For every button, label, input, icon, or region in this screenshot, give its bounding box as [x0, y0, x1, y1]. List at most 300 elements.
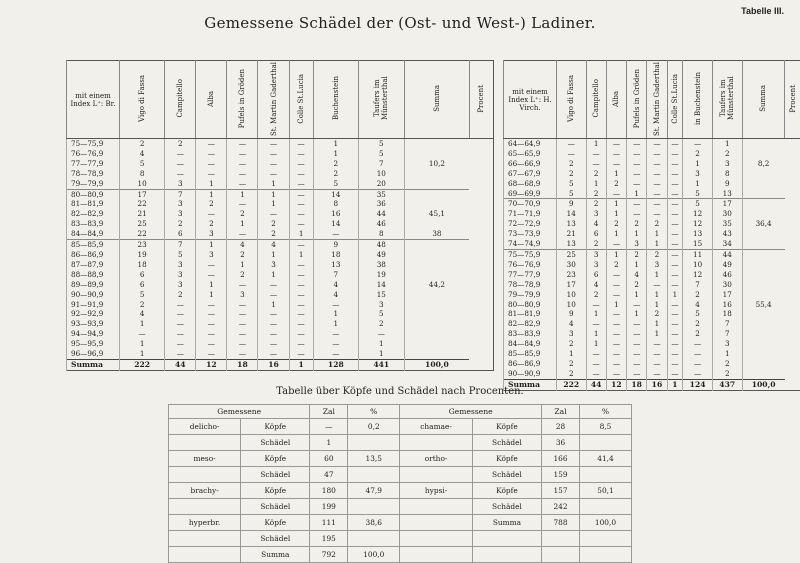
table-row [504, 359, 800, 369]
table-cell [742, 249, 785, 259]
table-row [67, 290, 494, 300]
table-cell: — [227, 300, 258, 310]
table-cell: 30 [557, 260, 587, 270]
table-cell: 5 [358, 149, 404, 159]
column-header: % [348, 405, 400, 419]
table-cell: 2 [557, 159, 587, 169]
table-cell: — [289, 309, 313, 319]
table-cell: — [606, 139, 626, 149]
table-cell [742, 290, 785, 300]
table-row [504, 319, 800, 329]
table-cell: 4 [120, 309, 165, 319]
table-cell [742, 270, 785, 280]
table-cell: 222 [120, 359, 165, 370]
table-cell: — [165, 169, 196, 179]
table-cell: 2 [627, 280, 647, 290]
table-cell: 70—70,9 [504, 199, 557, 209]
table-cell [742, 349, 785, 359]
table-cell: — [196, 300, 227, 310]
table-cell [742, 149, 785, 159]
summary-table-title: Tabelle über Köpfe und Schädel nach Procenten. [0, 386, 800, 397]
table-cell: 75—75,9 [504, 249, 557, 259]
table-cell: 28 [542, 419, 580, 435]
column-header: Taufers im Münsterthal [358, 61, 404, 139]
table-cell: — [557, 149, 587, 159]
table-cell: 1 [586, 139, 606, 149]
table-cell: 2 [683, 319, 713, 329]
table-cell: 2 [358, 319, 404, 329]
table-cell [579, 499, 631, 515]
table-cell: — [289, 339, 313, 349]
column-header: Taufers im Münsterthal [712, 61, 742, 139]
table-row [67, 300, 494, 310]
table-cell [400, 515, 473, 531]
table-cell: — [627, 339, 647, 349]
table-cell: — [289, 189, 313, 199]
table-cell: 2 [586, 199, 606, 209]
table-cell: — [627, 209, 647, 219]
table-cell: — [667, 229, 683, 239]
table-cell: 17 [712, 290, 742, 300]
table-row [504, 260, 800, 270]
table-cell: 5 [358, 139, 404, 149]
table-cell: — [683, 349, 713, 359]
table-cell: 1 [313, 139, 358, 149]
table-cell: 8 [712, 169, 742, 179]
table-cell: — [647, 339, 667, 349]
table-cell: Summa [472, 515, 541, 531]
table-cell: 1 [557, 349, 587, 359]
table-cell: 2 [196, 219, 227, 229]
table-cell: 2 [165, 290, 196, 300]
table-cell: 23 [557, 270, 587, 280]
table-cell: 111 [310, 515, 348, 531]
table-row [67, 250, 494, 260]
table-cell: Schädel [241, 467, 310, 483]
table-cell: 2 [627, 249, 647, 259]
table-cell: — [258, 339, 289, 349]
table-cell: 76—76,9 [67, 149, 120, 159]
table-cell: 3 [258, 260, 289, 270]
table-cell: 2 [557, 369, 587, 379]
table-cell: 1 [289, 229, 313, 239]
table-row [504, 229, 800, 239]
table-cell [404, 139, 469, 149]
table-cell: 3 [586, 209, 606, 219]
table-cell: 5 [120, 159, 165, 169]
table-cell: — [289, 280, 313, 290]
table-cell: 3 [196, 250, 227, 260]
table-row [67, 159, 494, 169]
table-cell: 12 [606, 379, 626, 390]
table-cell: 1 [258, 300, 289, 310]
table-cell: 85—85,9 [67, 240, 120, 250]
table-cell: 1 [313, 149, 358, 159]
table-cell: 3 [165, 280, 196, 290]
table-cell: — [667, 300, 683, 310]
table-cell: Köpfe [241, 483, 310, 499]
table-cell: 2 [683, 329, 713, 339]
table-cell: 1 [586, 329, 606, 339]
column-header: Summa [404, 61, 469, 139]
table-cell: 437 [712, 379, 742, 390]
table-cell: 4 [313, 280, 358, 290]
table-cell: — [258, 159, 289, 169]
table-cell: — [196, 309, 227, 319]
table-cell: 35 [358, 189, 404, 199]
table-cell: 157 [542, 483, 580, 499]
table-cell: 2 [196, 199, 227, 209]
table-cell: — [289, 209, 313, 219]
table-row [504, 349, 800, 359]
table-cell: 13 [683, 229, 713, 239]
table-row [504, 339, 800, 349]
table-cell: 38 [404, 229, 469, 239]
table-cell: 36,4 [742, 219, 785, 229]
table-cell [742, 309, 785, 319]
table-cell: — [667, 319, 683, 329]
table-cell: 1 [667, 290, 683, 300]
table-cell: 7 [712, 329, 742, 339]
table-cell: 46 [712, 270, 742, 280]
table-cell: Köpfe [472, 419, 541, 435]
column-header: Campitello [586, 61, 606, 139]
table-cell: 14 [557, 209, 587, 219]
table-cell: 1 [227, 189, 258, 199]
table-cell: 43 [712, 229, 742, 239]
table-cell: — [196, 159, 227, 169]
table-cell: 13 [313, 260, 358, 270]
table-cell: — [586, 369, 606, 379]
table-cell: 4 [120, 149, 165, 159]
table-cell: 13 [712, 189, 742, 199]
table-cell: — [196, 339, 227, 349]
table-row [504, 209, 800, 219]
table-cell: 1 [227, 219, 258, 229]
table-row [504, 189, 800, 199]
table-cell: 2 [258, 229, 289, 239]
table-row [67, 179, 494, 189]
table-cell: 2 [227, 270, 258, 280]
table-cell: 4 [313, 290, 358, 300]
table-cell: — [196, 349, 227, 359]
table-cell: Schädel [472, 499, 541, 515]
table-cell: — [667, 199, 683, 209]
table-cell [400, 435, 473, 451]
table-cell: 64—64,9 [504, 139, 557, 149]
table-cell: 18 [712, 309, 742, 319]
table-cell [348, 499, 400, 515]
table-cell: — [289, 300, 313, 310]
table-cell: — [667, 270, 683, 280]
table-cell [742, 239, 785, 249]
table-row [67, 349, 494, 359]
table-row [504, 309, 800, 319]
table-cell [742, 339, 785, 349]
table-cell: 2 [165, 219, 196, 229]
table-cell: 2 [586, 189, 606, 199]
table-cell: — [647, 359, 667, 369]
table-cell: — [647, 159, 667, 169]
table-cell: — [627, 159, 647, 169]
table-cell: — [586, 319, 606, 329]
table-cell: — [667, 239, 683, 249]
table-cell: 95—95,9 [67, 339, 120, 349]
table-cell [472, 547, 541, 563]
table-cell: 71—71,9 [504, 209, 557, 219]
table-cell: — [196, 270, 227, 280]
table-cell: 11 [683, 249, 713, 259]
table-cell: 1 [258, 250, 289, 260]
table-cell: — [667, 209, 683, 219]
table-cell: — [647, 349, 667, 359]
table-cell: 9 [557, 199, 587, 209]
column-header: mit einem Index L⁺: H. Virch. [504, 61, 557, 139]
table-cell [404, 339, 469, 349]
table-cell: 49 [358, 250, 404, 260]
table-cell: 4 [586, 219, 606, 229]
table-row [504, 329, 800, 339]
table-cell: 1 [647, 270, 667, 280]
column-header: mit einem Index L⁺: Br. [67, 61, 120, 139]
table-cell: 222 [557, 379, 587, 390]
table-cell [404, 309, 469, 319]
table-row [169, 419, 632, 435]
table-cell: — [289, 179, 313, 189]
table-cell [742, 359, 785, 369]
table-number: Tabelle III. [741, 6, 784, 16]
table-cell: 1 [712, 139, 742, 149]
table-cell [742, 329, 785, 339]
table-cell: 81—81,9 [67, 199, 120, 209]
table-row [504, 219, 800, 229]
table-cell: 4 [683, 300, 713, 310]
table-cell: 34 [712, 239, 742, 249]
table-cell: — [586, 149, 606, 159]
table-cell: 7 [313, 270, 358, 280]
column-header: Buchenstein [313, 61, 358, 139]
table-cell: — [647, 369, 667, 379]
table-cell: — [606, 189, 626, 199]
table-cell: — [586, 359, 606, 369]
table-cell: Schädel [241, 531, 310, 547]
table-cell: 36 [542, 435, 580, 451]
table-cell: — [313, 300, 358, 310]
table-cell: 79—79,9 [67, 179, 120, 189]
table-cell: 35 [712, 219, 742, 229]
table-cell: — [313, 349, 358, 359]
table-cell [404, 199, 469, 209]
table-cell: — [289, 199, 313, 209]
table-cell: 30 [712, 280, 742, 290]
table-cell: 3 [358, 300, 404, 310]
table-cell: — [227, 280, 258, 290]
table-cell [579, 435, 631, 451]
table-cell: Schädel [472, 467, 541, 483]
table-cell: 15 [358, 290, 404, 300]
table-cell: 82—82,9 [504, 319, 557, 329]
table-cell: — [289, 349, 313, 359]
table-cell: 2 [712, 369, 742, 379]
column-header: Alba [606, 61, 626, 139]
table-cell: 1 [606, 300, 626, 310]
table-row [504, 169, 800, 179]
table-cell [742, 169, 785, 179]
table-cell: — [258, 319, 289, 329]
table-cell: Summa [67, 359, 120, 370]
table-cell: — [647, 209, 667, 219]
table-cell: — [165, 159, 196, 169]
table-row [67, 139, 494, 149]
table-cell: 77—77,9 [504, 270, 557, 280]
table-row [504, 290, 800, 300]
table-cell: — [606, 149, 626, 159]
table-cell: — [647, 280, 667, 290]
table-cell: 5 [165, 250, 196, 260]
table-row [504, 139, 800, 149]
table-cell: — [627, 359, 647, 369]
table-cell: 83—83,9 [504, 329, 557, 339]
table-cell: 12 [683, 270, 713, 280]
table-cell: — [310, 419, 348, 435]
table-cell: 4 [586, 280, 606, 290]
table-cell: 2 [557, 169, 587, 179]
table-cell: meso- [169, 451, 241, 467]
table-cell [579, 547, 631, 563]
table-cell: 49 [712, 260, 742, 270]
table-cell: 72—72,9 [504, 219, 557, 229]
table-row [67, 229, 494, 239]
table-cell: 5 [683, 309, 713, 319]
table-cell: 3 [165, 179, 196, 189]
column-header: Pufels in Gröden [227, 61, 258, 139]
table-cell: 88—88,9 [67, 270, 120, 280]
table-cell: 19 [358, 270, 404, 280]
table-row [504, 239, 800, 249]
table-cell: 22 [120, 229, 165, 239]
table-cell: 1 [586, 309, 606, 319]
table-cell: — [647, 199, 667, 209]
table-cell: — [627, 179, 647, 189]
table-cell: 8 [313, 199, 358, 209]
table-cell: 21 [557, 229, 587, 239]
table-cell: 1 [647, 290, 667, 300]
table-cell: 4 [258, 240, 289, 250]
column-header: Procent [785, 61, 800, 139]
table-cell: — [667, 260, 683, 270]
table-cell: 1 [120, 349, 165, 359]
table-cell: — [227, 199, 258, 209]
table-cell: Köpfe [241, 515, 310, 531]
table-cell: 10 [358, 169, 404, 179]
table-cell: 3 [712, 339, 742, 349]
table-cell [742, 199, 785, 209]
column-header: Vigo di Fassa [557, 61, 587, 139]
table-cell: 6 [120, 270, 165, 280]
table-cell: 128 [313, 359, 358, 370]
table-cell: — [227, 169, 258, 179]
table-cell: — [683, 139, 713, 149]
table-row [504, 199, 800, 209]
table-cell: 2 [586, 290, 606, 300]
table-cell: 1 [358, 339, 404, 349]
table-cell [742, 280, 785, 290]
table-cell: — [165, 339, 196, 349]
table-cell: — [557, 139, 587, 149]
table-row [169, 435, 632, 451]
table-cell [742, 369, 785, 379]
table-row [169, 531, 632, 547]
table-cell: 1 [258, 199, 289, 209]
table-cell: 1 [313, 309, 358, 319]
table-cell: 2 [647, 249, 667, 259]
table-cell [404, 189, 469, 199]
table-cell: 1 [120, 339, 165, 349]
table-cell: 12 [683, 219, 713, 229]
table-cell: — [227, 229, 258, 239]
table-cell: 17 [120, 189, 165, 199]
table-cell: Köpfe [472, 451, 541, 467]
table-cell: — [586, 300, 606, 310]
table-cell: 44 [358, 209, 404, 219]
table-cell: — [120, 329, 165, 339]
table-cell: 2 [557, 359, 587, 369]
table-cell: — [165, 319, 196, 329]
table-cell: 89—89,9 [67, 280, 120, 290]
table-cell [169, 531, 241, 547]
table-cell: — [165, 149, 196, 159]
table-cell [348, 435, 400, 451]
table-cell: — [258, 139, 289, 149]
table-cell: 48 [358, 240, 404, 250]
table-cell: — [227, 149, 258, 159]
table-cell: Schädel [241, 435, 310, 451]
table-cell: 1 [627, 260, 647, 270]
table-cell [400, 499, 473, 515]
table-cell: — [606, 239, 626, 249]
table-cell: 18 [627, 379, 647, 390]
table-cell: 3 [712, 159, 742, 169]
column-header: Procent [469, 61, 493, 139]
table-row [504, 369, 800, 379]
table-cell: Köpfe [241, 451, 310, 467]
table-cell: 1 [586, 179, 606, 189]
column-header: Colle St.Lucia [667, 61, 683, 139]
table-cell: — [606, 369, 626, 379]
table-cell: 55,4 [742, 300, 785, 310]
table-cell: 3 [627, 239, 647, 249]
table-cell: 20 [358, 179, 404, 189]
table-cell [404, 300, 469, 310]
column-header: Vigo di Fassa [120, 61, 165, 139]
table-cell: delicho- [169, 419, 241, 435]
table-cell [400, 547, 473, 563]
table-row [67, 319, 494, 329]
table-cell [348, 531, 400, 547]
table-cell: 46 [358, 219, 404, 229]
table-cell: 5 [557, 189, 587, 199]
table-cell: 2 [165, 139, 196, 149]
table-cell: — [606, 349, 626, 359]
table-cell: 14 [313, 189, 358, 199]
table-cell: — [627, 329, 647, 339]
table-cell: — [667, 369, 683, 379]
table-cell: 18 [120, 260, 165, 270]
table-cell: 74—74,9 [504, 239, 557, 249]
table-cell: — [647, 189, 667, 199]
table-cell: 68—68,9 [504, 179, 557, 189]
table-cell: — [667, 169, 683, 179]
